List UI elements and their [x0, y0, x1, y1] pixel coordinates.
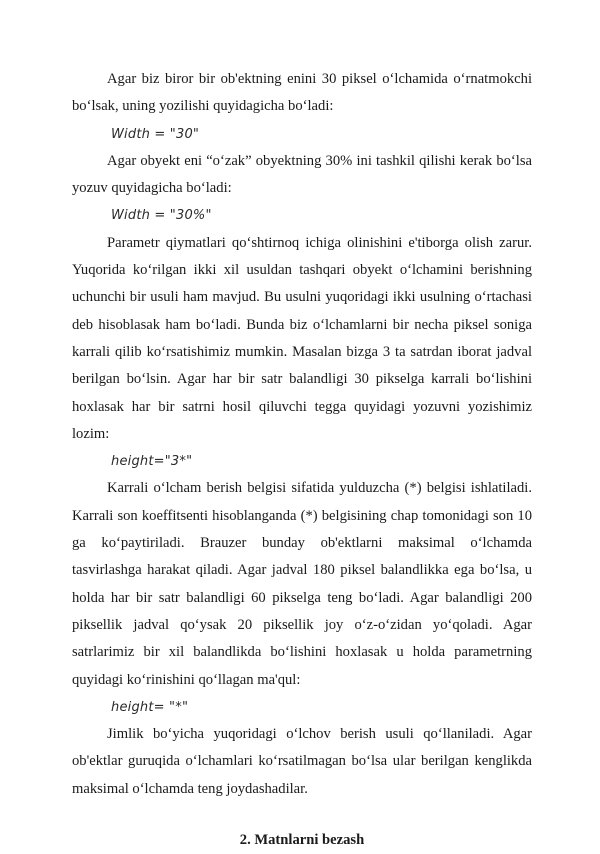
- code-example-height-3-star: height="3*": [111, 454, 193, 470]
- paragraph-asterisk-explanation: Karrali o‘lcham berish belgisi sifatida yulduzcha (*) belgisi ishlatiladi. Karrali son koeffitsenti hisoblanganda (*) belgisining chap tomonidagi son 10 ga ko‘paytiriladi. Brauzer bunday ob'ektlarni maksimal o‘lchamda tasvirlashga harakat qiladi. Agar jadval 180 piksel balandlikka ega bo‘lsa, u holda har bir satr balandligi 60 pikselga teng bo‘ladi. Agar balandligi 200 piksellik jadval qo‘ysak 20 piksellik joy o‘z-o‘zidan yo‘qoladi. Agar satrlarimiz bir xil balandlikda bo‘lishini hoxlasak u holda parametrning quyidagi ko‘rinishini qo‘llagan ma'qul:: [72, 480, 532, 688]
- section-heading: 2. Matnlarni bezash: [239, 832, 365, 849]
- code-example-width-30: Width = "30": [111, 126, 200, 142]
- paragraph-default-sizing: Jimlik bo‘yicha yuqoridagi o‘lchov berish usuli qo‘llaniladi. Agar ob'ektlar guruqida o‘lchamlari ko‘rsatilmagan bo‘lsa ular berilgan kenglikda maksimal o‘lchamda teng joydashadilar.: [72, 726, 532, 797]
- page-content: [72, 66, 532, 854]
- paragraph-width-percent: Agar obyekt eni “o‘zak” obyektning 30% ini tashkil qilishi kerak bo‘lsa yozuv quyidagicha bo‘ladi:: [72, 152, 532, 197]
- code-example-width-30-percent: Width = "30%": [111, 208, 212, 224]
- code-example-height-star: height= "*": [111, 699, 189, 715]
- paragraph-width-pixels: Agar biz biror bir ob'ektning enini 30 piksel o‘lchamida o‘rnatmokchi bo‘lsak, uning yozilishi quyidagicha bo‘ladi:: [72, 71, 532, 115]
- paragraph-multiple-sizing: Parametr qiymatlari qo‘shtirnoq ichiga olinishini e'tiborga olish zarur. Yuqorida ko‘rilgan ikki xil usuldan tashqari obyekt o‘lchamini berishning uchunchi bir usuli ham mavjud. Bu usulni yuqoridagi ikki usulning o‘rtachasi deb hisoblasak ham bo‘ladi. Bunda biz o‘lchamlarni bir necha piksel soniga karrali qilib ko‘rsatishimiz mumkin. Masalan bizga 3 ta satrdan iborat jadval berilgan bo‘lsin. Agar har bir satr balandligi 30 pikselga karrali bo‘lishini hoxlasak har bir satrni hosil qiluvchi tegga quyidagi yozuvni yozishimiz lozim:: [72, 234, 532, 442]
